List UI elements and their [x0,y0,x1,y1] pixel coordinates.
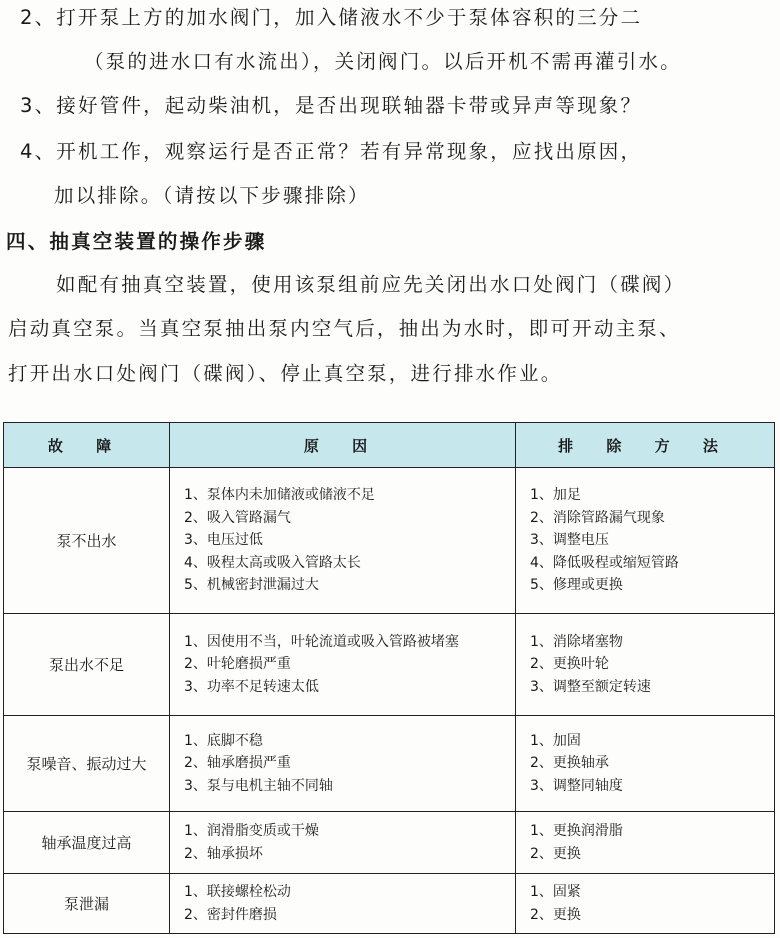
remedy-cell [516,716,775,812]
cause-item: 3、电压过低 [184,532,263,549]
cause-item: 3、泵与电机主轴不同轴 [184,777,333,794]
remedy-item: 5、修理或更换 [530,577,623,594]
fault-cell: 轴承温度过高 [4,812,170,874]
cause-item: 2、叶轮磨损严重 [184,656,291,673]
remedy-item: 3、调整电压 [530,532,609,549]
cause-item: 4、吸程太高或吸入管路太长 [184,554,361,571]
remedy-item: 4、降低吸程或缩短管路 [530,554,679,571]
cause-item: 1、泵体内未加储液或储液不足 [184,487,375,504]
cause-item: 1、润滑脂变质或干燥 [184,823,319,839]
cause-cell [170,874,516,934]
section-heading-vacuum: 四、抽真空装置的操作步骤 [6,230,267,253]
cause-item: 2、吸入管路漏气 [184,509,291,526]
table-row [4,468,775,614]
remedy-item: 1、加固 [530,732,581,749]
paragraph-step-2: 2、打开泵上方的加水阀门，加入储液水不少于泵体容积的三分二 [20,6,643,29]
cause-item: 2、密封件磨损 [184,906,277,923]
header-fault: 故 障 [4,423,170,468]
cause-cell [170,812,516,874]
cause-item: 3、功率不足转速太低 [184,678,319,695]
paragraph-vacuum-3: 打开出水口处阀门（碟阀）、停止真空泵，进行排水作业。 [8,362,563,385]
cause-item: 5、机械密封泄漏过大 [184,577,319,594]
fault-cell: 泵出水不足 [4,614,170,716]
table-row [4,874,775,934]
cause-cell [170,614,516,716]
table-row [4,614,775,716]
remedy-item: 2、消除管路漏气现象 [530,509,665,526]
paragraph-step-2-cont: （泵的进水口有水流出），关闭阀门。以后开机不需再灌引水。 [84,50,682,73]
paragraph-step-4: 4、开机工作，观察运行是否正常？若有异常现象，应找出原因， [20,140,643,163]
remedy-item: 3、调整同轴度 [530,777,623,794]
remedy-item: 2、更换叶轮 [530,656,609,673]
paragraph-step-3: 3、接好管件，起动柴油机，是否出现联轴器卡带或异声等现象？ [20,94,643,117]
cause-item: 1、因使用不当，叶轮流道或吸入管路被堵塞 [184,633,459,650]
paragraph-vacuum-1: 如配有抽真空装置，使用该泵组前应先关闭出水口处阀门（碟阀） [56,273,686,296]
table-header-row [4,423,775,468]
table-row [4,812,775,874]
fault-table [3,422,775,934]
cause-cell [170,716,516,812]
fault-cell: 泵不出水 [4,468,170,614]
cause-item: 2、轴承磨损严重 [184,755,291,772]
fault-cell: 泵泄漏 [4,874,170,934]
remedy-cell [516,468,775,614]
remedy-item: 1、固紧 [530,884,581,900]
remedy-item: 1、加足 [530,487,581,504]
cause-item: 2、轴承损坏 [184,845,263,862]
remedy-item: 2、更换 [530,845,581,862]
fault-cell: 泵噪音、振动过大 [4,716,170,812]
paragraph-step-4-cont: 加以排除。（请按以下步骤排除） [54,184,370,207]
header-cause: 原 因 [170,423,516,468]
header-remedy: 排 除 方 法 [516,423,775,468]
remedy-cell [516,812,775,874]
cause-item: 1、底脚不稳 [184,732,263,749]
remedy-item: 2、更换 [530,906,581,923]
remedy-cell [516,614,775,716]
remedy-item: 2、更换轴承 [530,755,609,772]
remedy-cell [516,874,775,934]
remedy-item: 1、更换润滑脂 [530,823,623,839]
remedy-item: 1、消除堵塞物 [530,633,623,650]
remedy-item: 3、调整至额定转速 [530,678,651,695]
table-row [4,716,775,812]
cause-item: 1、联接螺栓松动 [184,884,291,900]
cause-cell [170,468,516,614]
paragraph-vacuum-2: 启动真空泵。当真空泵抽出泵内空气后，抽出为水时，即可开动主泵、 [8,317,681,340]
